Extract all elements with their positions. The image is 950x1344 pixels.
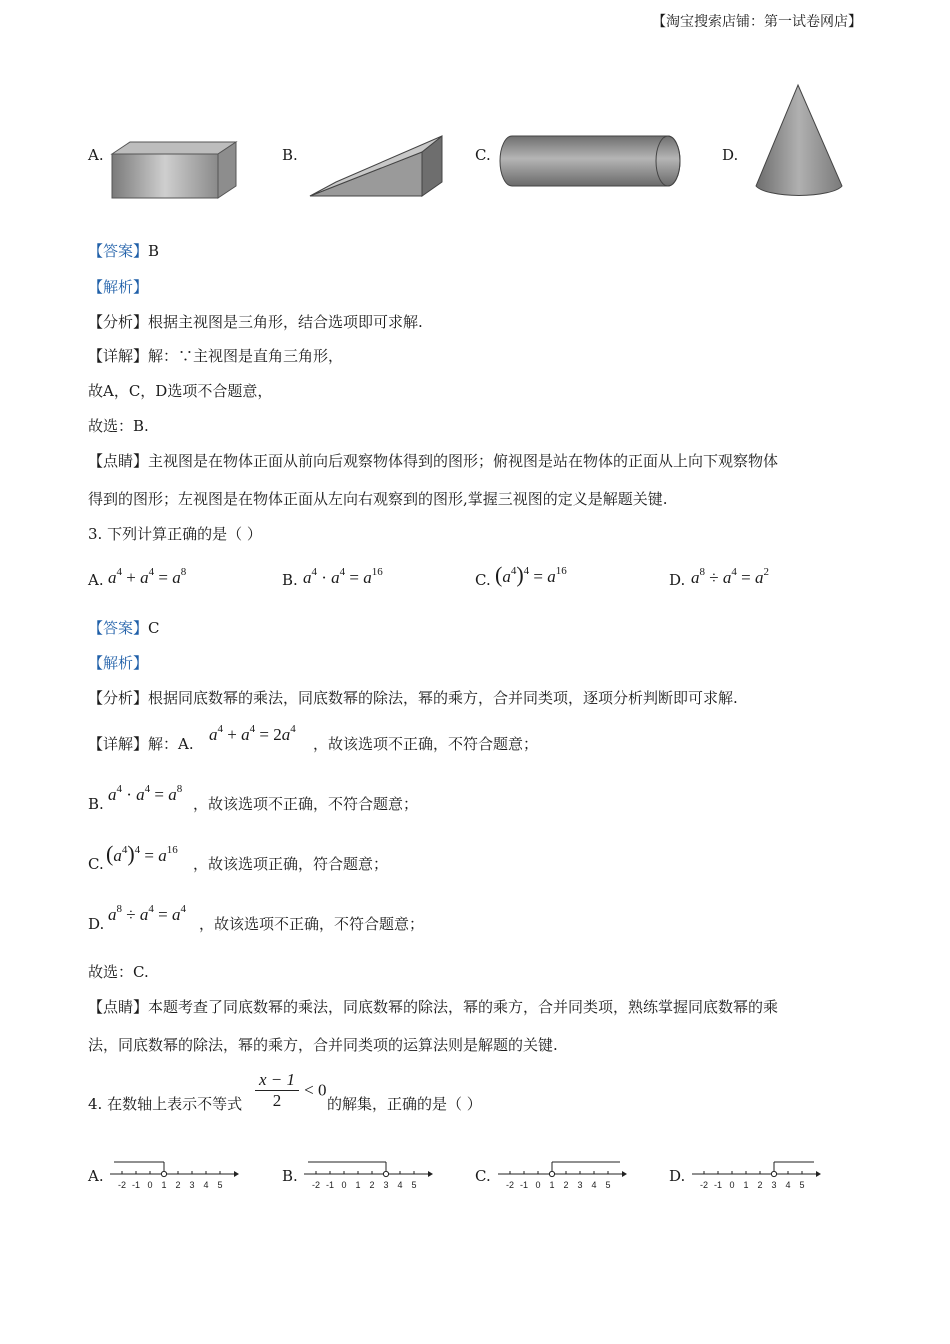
q3-dianjing-text-1: 本题考查了同底数幂的乘法，同底数幂的除法，幂的乘方，合并同类项，熟练掌握同底数幂的乘	[148, 998, 779, 1016]
q4-option-b-label: B.	[282, 1167, 298, 1185]
q4-fraction-numerator: x − 1	[255, 1070, 299, 1091]
number-line-c	[496, 1152, 628, 1194]
q3-detail-d-formula: $a^8 \div a^4 = a^4$	[108, 903, 186, 924]
tick-label: 5	[605, 1180, 611, 1190]
dianjing-tag: 【点睛】	[88, 452, 149, 470]
q4-option-c-label: C.	[475, 1167, 491, 1185]
q2-analysis-tag: 【解析】	[88, 278, 149, 296]
q2-xiangjie-text-1: 解：∵主视图是直角三角形，	[148, 347, 344, 365]
tick-label: 0	[341, 1180, 347, 1190]
tick-label: -1	[325, 1180, 335, 1190]
tick-label: 4	[591, 1180, 597, 1190]
tick-label: 1	[355, 1180, 361, 1190]
q3-option-b-formula: $a^4 \cdot a^4 = a^{16}$	[303, 566, 383, 587]
tick-label: 2	[369, 1180, 375, 1190]
q3-option-d-label: D.	[669, 571, 686, 589]
q3-detail-b-label: B.	[88, 795, 104, 813]
q3-detail-c-label: C.	[88, 855, 104, 873]
q3-detail-b-formula: $a^4 \cdot a^4 = a^8$	[108, 783, 183, 804]
axis-arrow	[234, 1171, 239, 1177]
axis-arrow	[816, 1171, 821, 1177]
q3-dianjing-line-1	[88, 997, 778, 1017]
open-endpoint	[383, 1171, 388, 1176]
q3-stem: 3. 下列计算正确的是（ ）	[88, 525, 262, 543]
q4-inequality-sign: < 0	[304, 1080, 327, 1100]
tick-label: -1	[131, 1180, 141, 1190]
q3-option-a-label: A.	[88, 571, 104, 589]
q3-conclusion: 故选：C.	[88, 963, 149, 981]
q3-xiangjie-prefix: 解：A.	[148, 735, 194, 753]
fenxi-tag: 【分析】	[88, 689, 149, 707]
tick-label: 3	[383, 1180, 389, 1190]
q2-conclusion: 故选：B.	[88, 417, 149, 435]
dianjing-tag: 【点睛】	[88, 998, 149, 1016]
q4-fraction-denominator: 2	[272, 1091, 282, 1110]
number-line-d	[690, 1152, 822, 1194]
tick-label: 5	[411, 1180, 417, 1190]
tick-label: 2	[757, 1180, 763, 1190]
q2-xiangjie-line	[88, 346, 343, 366]
tick-label: -2	[311, 1180, 321, 1190]
tick-label: -2	[699, 1180, 709, 1190]
q2-option-b-label: B.	[282, 146, 298, 164]
q2-option-c-label: C.	[475, 146, 491, 164]
q2-xiangjie-text-2: 故A，C，D选项不合题意，	[88, 382, 273, 400]
xiangjie-tag: 【详解】	[88, 347, 149, 365]
q3-option-c-label: C.	[475, 571, 491, 589]
tick-label: -1	[519, 1180, 529, 1190]
q2-fenxi-line	[88, 312, 423, 332]
q3-fenxi-text: 根据同底数幂的乘法，同底数幂的除法，幂的乘方，合并同类项，逐项分析判断即可求解.	[148, 689, 738, 707]
tick-label: 2	[563, 1180, 569, 1190]
tick-label: -2	[505, 1180, 515, 1190]
q3-detail-a-text: ，故该选项不正确，不符合题意；	[313, 735, 539, 753]
tick-label: 3	[189, 1180, 195, 1190]
q2-dianjing-text-2: 得到的图形；左视图是在物体正面从左向右观察到的图形,掌握三视图的定义是解题关键.	[88, 490, 668, 508]
shop-header: 【淘宝搜索店铺：第一试卷网店】	[652, 14, 862, 30]
tick-label: 4	[203, 1180, 209, 1190]
tick-label: 0	[147, 1180, 153, 1190]
number-line-a	[108, 1152, 240, 1194]
tick-label: -2	[117, 1180, 127, 1190]
q3-option-c-formula: $(a^4)^4 = a^{16}$	[495, 562, 567, 587]
q2-dianjing-line-1	[88, 451, 778, 471]
q3-option-b-label: B.	[282, 571, 298, 589]
number-line-b	[302, 1152, 434, 1194]
q3-answer-line	[88, 618, 160, 638]
q4-fraction	[255, 1070, 299, 1111]
tick-label: 4	[785, 1180, 791, 1190]
q3-answer: C	[148, 619, 160, 637]
tick-label: 1	[161, 1180, 167, 1190]
q3-detail-d-text: ，故该选项不正确，不符合题意；	[199, 915, 425, 933]
xiangjie-tag: 【详解】	[88, 735, 149, 753]
tick-label: 3	[771, 1180, 777, 1190]
q3-option-a-formula: $a^4 + a^4 = a^8$	[108, 566, 187, 587]
q3-option-d-formula: $a^8 \div a^4 = a^2$	[691, 566, 769, 587]
axis-arrow	[622, 1171, 627, 1177]
rectangular-prism-figure	[108, 136, 240, 204]
q2-option-d-label: D.	[722, 146, 739, 164]
q3-dianjing-text-2: 法，同底数幂的除法，幂的乘方，合并同类项的运算法则是解题的关键.	[88, 1036, 558, 1054]
q4-option-d-label: D.	[669, 1167, 686, 1185]
tick-label: 4	[397, 1180, 403, 1190]
answer-tag: 【答案】	[88, 242, 149, 260]
q4-stem-prefix: 4. 在数轴上表示不等式	[88, 1095, 243, 1113]
open-endpoint	[549, 1171, 554, 1176]
tick-label: 1	[549, 1180, 555, 1190]
tick-label: 5	[217, 1180, 223, 1190]
q3-detail-b-text: ，故该选项不正确，不符合题意；	[193, 795, 419, 813]
q2-answer-line	[88, 241, 159, 261]
open-endpoint	[161, 1171, 166, 1176]
tick-label: 0	[535, 1180, 541, 1190]
q2-fenxi-text: 根据主视图是三角形，结合选项即可求解.	[148, 313, 423, 331]
q3-detail-c-formula: $(a^4)^4 = a^{16}$	[106, 841, 178, 866]
q4-inequality	[255, 1070, 326, 1111]
tick-label: 3	[577, 1180, 583, 1190]
tick-label: -1	[713, 1180, 723, 1190]
cylinder-figure	[498, 132, 684, 190]
triangular-prism-figure	[306, 128, 446, 202]
q2-dianjing-text-1: 主视图是在物体正面从前向后观察物体得到的图形；俯视图是站在物体的正面从上向下观察物体	[148, 452, 779, 470]
axis-arrow	[428, 1171, 433, 1177]
tick-label: 5	[799, 1180, 805, 1190]
tick-label: 2	[175, 1180, 181, 1190]
q2-answer: B	[148, 242, 160, 260]
q4-stem-suffix: 的解集，正确的是（ ）	[327, 1095, 482, 1113]
tick-label: 0	[729, 1180, 735, 1190]
q3-analysis-tag: 【解析】	[88, 654, 149, 672]
q4-option-a-label: A.	[88, 1167, 104, 1185]
tick-label: 1	[743, 1180, 749, 1190]
q3-detail-c-text: ，故该选项正确，符合题意；	[193, 855, 389, 873]
q2-option-a-label: A.	[88, 146, 104, 164]
fenxi-tag: 【分析】	[88, 313, 149, 331]
answer-tag: 【答案】	[88, 619, 149, 637]
open-endpoint	[771, 1171, 776, 1176]
q3-detail-a-formula: $a^4 + a^4 = 2a^4$	[209, 723, 296, 744]
q3-fenxi-line	[88, 688, 738, 708]
cone-figure	[752, 82, 848, 202]
q3-detail-d-label: D.	[88, 915, 105, 933]
q3-xiangjie-line	[88, 734, 194, 754]
